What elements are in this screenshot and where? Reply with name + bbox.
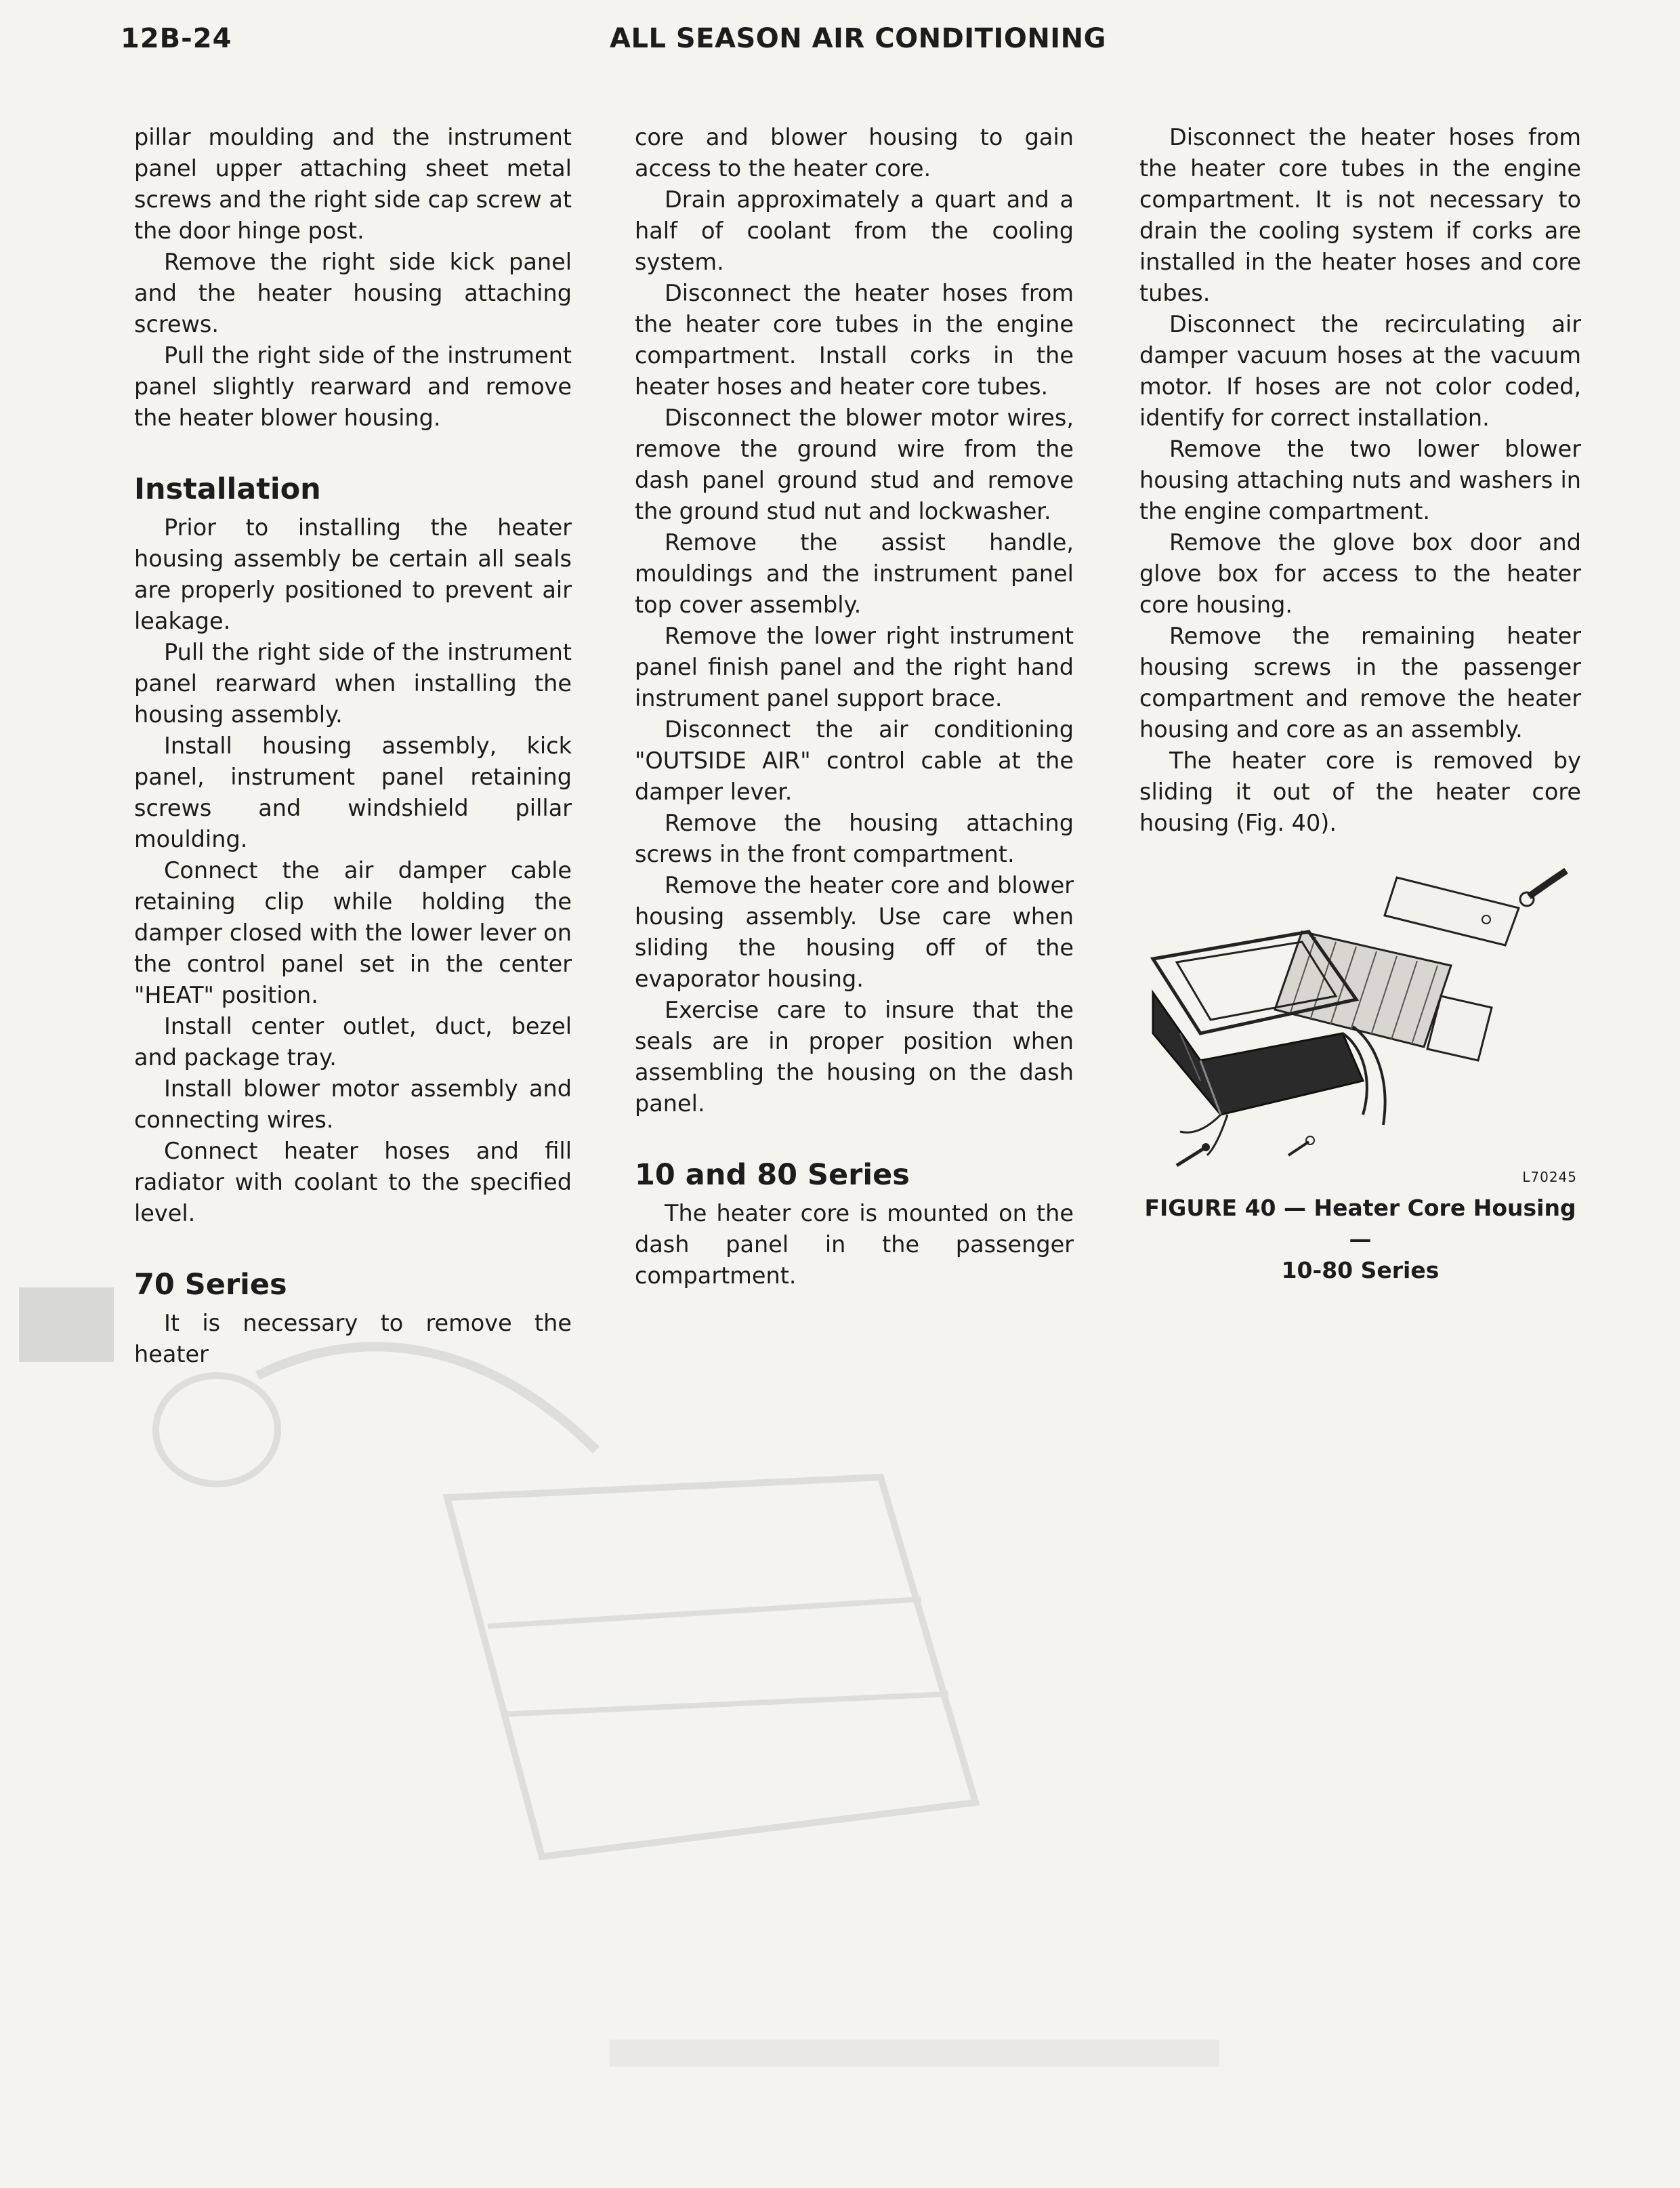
section-heading-70-series: 70 Series: [134, 1268, 287, 1302]
paragraph: Install housing assembly, kick panel, instrument panel retaining screws and windshield pillar moulding.: [134, 732, 572, 852]
paragraph: Connect heater hoses and fill radiator with coolant to the specified level.: [134, 1138, 572, 1226]
paragraph: Disconnect the blower motor wires, remove the ground wire from the dash panel ground stud and remove the ground stud nut and lockwasher.: [635, 405, 1074, 524]
bleed-through-illustration: [122, 1274, 1307, 2121]
section-edge-tab: [19, 1287, 114, 1362]
column-3: [1139, 122, 1581, 839]
paragraph: Remove the glove box door and glove box for access to the heater core housing.: [1139, 529, 1581, 618]
paragraph: Remove the lower right instrument panel finish panel and the right hand instrument panel support brace.: [635, 623, 1074, 711]
paragraph: Pull the right side of the instrument panel rearward when installing the housing assembly.: [134, 639, 572, 728]
paragraph: The heater core is removed by sliding it out of the heater core housing (Fig. 40).: [1139, 747, 1581, 836]
paragraph: Exercise care to insure that the seals are in proper position when assembling the housing on the dash panel.: [635, 997, 1074, 1117]
figure-code: L70245: [1522, 1169, 1577, 1185]
paragraph: Remove the two lower blower housing attaching nuts and washers in the engine compartment.: [1139, 436, 1581, 524]
paragraph: Prior to installing the heater housing assembly be certain all seals are properly positioned to prevent air leakage.: [134, 514, 572, 634]
figure-40: [1139, 857, 1581, 1286]
paragraph: Install blower motor assembly and connecting wires.: [134, 1075, 572, 1133]
running-title: ALL SEASON AIR CONDITIONING: [610, 23, 1106, 54]
figure-caption-line-1: FIGURE 40 — Heater Core Housing —: [1144, 1195, 1576, 1252]
paragraph: Pull the right side of the instrument panel slightly rearward and remove the heater blower housing.: [134, 342, 572, 431]
paragraph: Remove the heater core and blower housing assembly. Use care when sliding the housing off of the evaporator housing.: [635, 872, 1074, 992]
figure-caption-line-2: 10-80 Series: [1281, 1257, 1440, 1283]
column-2: [635, 122, 1074, 1292]
paragraph: Connect the air damper cable retaining clip while holding the damper closed with the lower lever on the control panel set in the center "HEAT" position.: [134, 857, 572, 1008]
paragraph: Remove the assist handle, mouldings and the instrument panel top cover assembly.: [635, 529, 1074, 618]
paragraph: Drain approximately a quart and a half of coolant from the cooling system.: [635, 186, 1074, 275]
heater-core-housing-illustration: [1139, 857, 1581, 1179]
section-heading-10-80-series: 10 and 80 Series: [635, 1158, 910, 1192]
paragraph: Disconnect the heater hoses from the heater core tubes in the engine compartment. It is not necessary to drain the cooling system if corks are installed in the heater hoses and core tubes.: [1139, 124, 1581, 306]
paragraph: Disconnect the heater hoses from the heater core tubes in the engine compartment. Install corks in the heater hoses and heater core tubes.: [635, 280, 1074, 400]
paragraph: Remove the housing attaching screws in the front compartment.: [635, 810, 1074, 867]
paragraph: Install center outlet, duct, bezel and package tray.: [134, 1013, 572, 1071]
paragraph: Remove the remaining heater housing screws in the passenger compartment and remove the heater housing and core as an assembly.: [1139, 623, 1581, 743]
paragraph: pillar moulding and the instrument panel upper attaching sheet metal screws and the right side cap screw at the door hinge post.: [134, 124, 572, 244]
figure-caption: [1139, 1193, 1581, 1286]
paragraph: It is necessary to remove the heater: [134, 1310, 572, 1367]
page-number: 12B-24: [121, 23, 232, 54]
section-heading-installation: Installation: [134, 472, 321, 506]
column-1: [134, 122, 572, 1370]
paragraph: Disconnect the recirculating air damper vacuum hoses at the vacuum motor. If hoses are not color coded, identify for correct installation.: [1139, 311, 1581, 431]
paragraph: core and blower housing to gain access to the heater core.: [635, 124, 1074, 182]
paragraph: The heater core is mounted on the dash panel in the passenger compartment.: [635, 1200, 1074, 1289]
paragraph: Remove the right side kick panel and the heater housing attaching screws.: [134, 249, 572, 337]
paragraph: Disconnect the air conditioning "OUTSIDE AIR" control cable at the damper lever.: [635, 716, 1074, 805]
